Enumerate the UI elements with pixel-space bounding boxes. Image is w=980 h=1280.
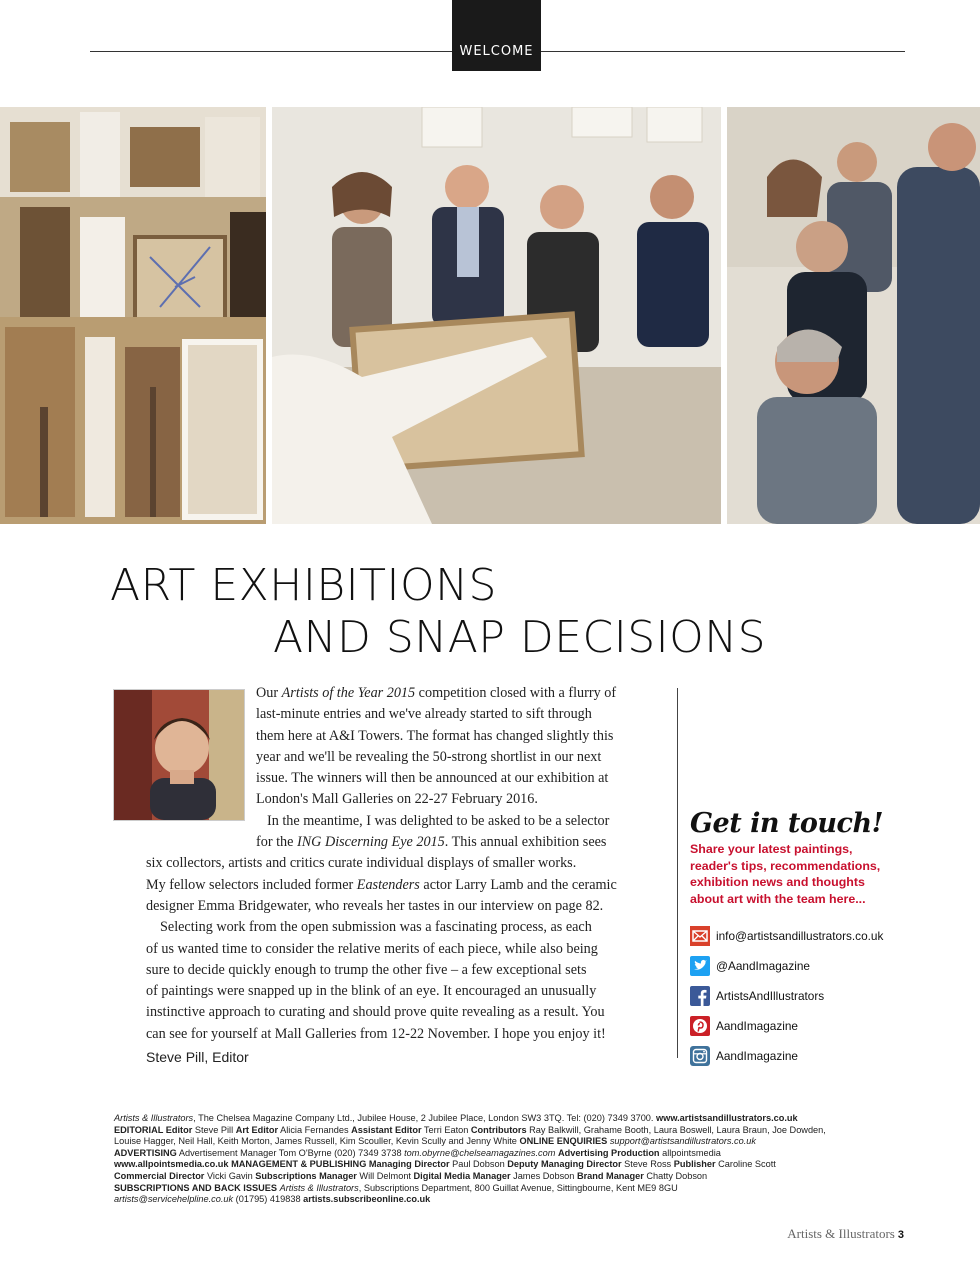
text-run: Commercial Director [114, 1170, 205, 1181]
text-run: Publisher [673, 1159, 716, 1170]
section-tab: WELCOME [452, 0, 541, 71]
text-run: support@artistsandillustrators.co.uk [609, 1136, 757, 1147]
text-line [114, 1171, 894, 1183]
text-line [146, 960, 636, 981]
text-line [146, 726, 636, 747]
contact-twitter-text: @AandImagazine [716, 959, 810, 973]
photo-stacked-canvases [0, 107, 266, 524]
text-run: Subscriptions Manager [255, 1170, 357, 1181]
text-line [146, 981, 636, 1002]
text-run: Paul Dobson [449, 1159, 508, 1170]
text-run: Brand Manager [576, 1170, 644, 1181]
text-run: Assistant Editor [351, 1124, 422, 1135]
envelope-icon [690, 926, 710, 946]
photo-selection-panel [272, 107, 721, 524]
text-line [114, 1159, 894, 1171]
headline-line-1: ART EXHIBITIONS [110, 560, 497, 611]
facebook-icon [690, 986, 710, 1006]
text-run: allpointsmedia [659, 1147, 721, 1158]
text-run: for the [256, 834, 297, 851]
contact-pinterest[interactable] [690, 1011, 890, 1041]
text-run: instinctive approach to curating and should prove quite revealing as a result. You [146, 1004, 605, 1021]
text-run: (01795) 419838 [233, 1194, 304, 1205]
editor-signoff: Steve Pill, Editor [146, 1049, 249, 1066]
text-line [146, 917, 636, 938]
text-run: Steve Ross [621, 1159, 674, 1170]
text-line [146, 811, 636, 832]
text-line [146, 789, 636, 810]
contact-blurb-line: Share your latest paintings, [690, 842, 853, 856]
text-run: Advertisement Manager Tom O'Byrne (020) 7349 3738 [176, 1147, 405, 1158]
text-run: London's Mall Galleries on 22-27 February 2016. [256, 791, 538, 808]
text-run: Chatty Dobson [643, 1170, 708, 1181]
text-run: tom.obyrne@chelseamagazines.com [404, 1147, 556, 1158]
text-run: Artists of the Year 2015 [281, 685, 416, 701]
column-divider [677, 688, 678, 1058]
text-run: Advertising Production [557, 1147, 660, 1158]
text-run: designer Emma Bridgewater, who reveals her tastes in our interview on page 82. [146, 897, 604, 914]
instagram-icon [690, 1046, 710, 1066]
text-line [146, 704, 636, 725]
text-run: ING Discerning Eye 2015 [296, 834, 445, 851]
text-run: competition closed with a flurry of [415, 685, 617, 701]
page-number: 3 [897, 1229, 904, 1241]
contact-instagram-text: AandImagazine [716, 1049, 798, 1063]
text-run: ONLINE ENQUIRIES [519, 1136, 608, 1147]
text-run: Terri Eaton [421, 1124, 471, 1135]
folio-masthead: Artists & Illustrators [787, 1226, 895, 1241]
text-run: of paintings were snapped up in the blink of an eye. It encouraged an unusually [146, 983, 597, 1000]
text-run: last-minute entries and we've already started to sift through [256, 706, 592, 723]
photo-judges-discussing [727, 107, 980, 524]
text-line [146, 1024, 636, 1045]
text-line [146, 832, 636, 853]
contact-email[interactable] [690, 921, 890, 951]
contact-blurb-line: exhibition news and thoughts [690, 875, 865, 889]
text-run: of us wanted time to consider the relative merits of each piece, while also being [146, 940, 598, 957]
text-run: Steve Pill [192, 1124, 236, 1135]
contact-pinterest-text: AandImagazine [716, 1019, 798, 1033]
text-run: , The Chelsea Magazine Company Ltd., Jubilee House, 2 Jubilee Place, London SW3 3TQ. Tel: (020) 7349 3700. [193, 1113, 657, 1123]
text-run: Vicki Gavin [204, 1170, 256, 1181]
text-run: year and we'll be revealing the 50-strong shortlist in our next [256, 748, 602, 765]
text-run: them here at A&I Towers. The format has changed slightly this [256, 727, 614, 744]
contact-blurb-line: reader's tips, recommendations, [690, 858, 881, 873]
text-run: Alicia Fernandes [278, 1124, 352, 1135]
text-run: SUBSCRIPTIONS AND BACK ISSUES [114, 1182, 278, 1193]
text-line [146, 939, 636, 960]
text-run: Art Editor [235, 1124, 279, 1135]
text-run: Will Delmont [356, 1170, 414, 1181]
text-run: six collectors, artists and critics curate individual displays of smaller works. [146, 855, 577, 872]
paragraph-2 [146, 811, 636, 917]
text-run: actor Larry Lamb and the ceramic [419, 876, 617, 893]
text-run: Louise Hagger, Neil Hall, Keith Morton, James Russell, Kim Scouller, Kevin Scully and Jenny White [114, 1136, 520, 1147]
text-run: Digital Media Manager [413, 1170, 511, 1181]
text-line [114, 1148, 894, 1160]
text-line [114, 1113, 894, 1125]
contact-blurb [690, 841, 890, 907]
text-line [146, 747, 636, 768]
paragraph-3 [146, 917, 636, 1045]
text-line [114, 1183, 894, 1195]
text-line [146, 1002, 636, 1023]
text-line [114, 1194, 894, 1206]
text-run: Selecting work from the open submission was a fascinating process, as each [160, 919, 592, 936]
pinterest-icon [690, 1016, 710, 1036]
text-run: artists@servicehelpline.co.uk [114, 1194, 234, 1205]
text-line [114, 1125, 894, 1137]
text-run: issue. The winners will then be announced at our exhibition at [256, 770, 609, 787]
editorial-body [146, 683, 636, 1068]
seated-person [332, 172, 392, 347]
text-line [114, 1136, 894, 1148]
text-run: Contributors [470, 1124, 527, 1135]
text-run: Caroline Scott [715, 1159, 776, 1170]
text-run: Artists & Illustrators [114, 1113, 194, 1123]
text-run: ADVERTISING [114, 1147, 177, 1158]
contact-blurb-line: about art with the team here... [690, 891, 866, 906]
canvas-stack [0, 107, 266, 524]
text-line [146, 853, 636, 874]
text-run: Our [256, 685, 282, 701]
twitter-icon [690, 956, 710, 976]
text-run: Eastenders [356, 876, 420, 893]
masthead-credits [114, 1113, 894, 1206]
text-run: www.allpointsmedia.co.uk MANAGEMENT & PUBLISHING Managing Director [114, 1159, 450, 1170]
headline [110, 560, 890, 664]
text-run: Artists & Illustrators [279, 1182, 359, 1193]
text-line [146, 875, 636, 896]
text-line [146, 896, 636, 917]
text-run: , Subscriptions Department, 800 Guillat Avenue, Sittingbourne, Kent ME9 8GU [358, 1182, 678, 1193]
text-run: Deputy Managing Director [507, 1159, 622, 1170]
contact-email-text: info@artistsandillustrators.co.uk [716, 929, 884, 943]
text-run: EDITORIAL Editor [114, 1124, 193, 1135]
text-line [146, 683, 636, 704]
contact-facebook[interactable] [690, 981, 890, 1011]
contact-title: Get in touch! [690, 808, 883, 839]
intro-paragraph [146, 683, 636, 811]
text-run: can see for yourself at Mall Galleries from 12-22 November. I hope you enjoy it! [146, 1025, 606, 1042]
text-run: My fellow selectors included former [146, 876, 357, 893]
page-folio [787, 1226, 904, 1242]
text-run: In the meantime, I was delighted to be asked to be a selector [267, 812, 610, 829]
text-line [146, 768, 636, 789]
contact-instagram[interactable] [690, 1041, 890, 1071]
text-run: sure to decide quickly enough to trump the other five – a few exceptional sets [146, 961, 587, 978]
headline-line-2: AND SNAP DECISIONS [273, 612, 767, 663]
text-run: James Dobson [510, 1170, 577, 1181]
contact-panel [690, 808, 890, 1071]
contact-twitter[interactable] [690, 951, 890, 981]
text-run: www.artistsandillustrators.co.uk [656, 1113, 798, 1123]
text-run: artists.subscribeonline.co.uk [303, 1194, 431, 1205]
text-run: . This annual exhibition sees [444, 834, 607, 851]
contact-facebook-text: ArtistsAndIllustrators [716, 989, 825, 1003]
text-run: Ray Balkwill, Grahame Booth, Laura Boswell, Laura Braun, Joe Dowden, [526, 1124, 826, 1135]
